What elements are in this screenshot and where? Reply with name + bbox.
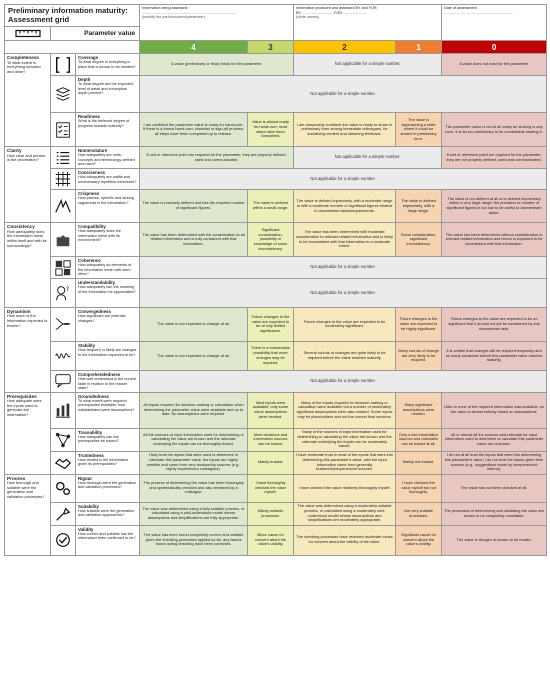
level-2-cell: The checking processes have revealed moderate cause for concern about the validity of the value. [294, 525, 396, 555]
assessment-grid [4, 4, 547, 556]
handshake-icon [54, 454, 72, 472]
subdimension-coverage [76, 54, 140, 76]
subdimension-title: Coherence [78, 258, 101, 264]
level-1-cell: Future changes to the value are expected to be highly significant. [396, 307, 442, 341]
level-4-cell: If unit or reference point are required for the parameter, they are properly defined, used and communicated. [140, 147, 294, 169]
subdimension-title: Depth [78, 77, 91, 83]
subdimension-convergedness [76, 307, 140, 341]
level-4-cell: All the sources of input information used for determining or calculating the value are known and the rationale underlying the inputs can be thoroughly traced. [140, 428, 248, 451]
icon-cell-trustedness [51, 451, 76, 474]
level-3-cell: Significant consideration, possibility or knowledge of some inconsistency. [248, 223, 294, 257]
level-4-cell: The value was determined using a fully suitable process, or calculated using a well-understood model whose assumptions and simplifications are fully appropriate. [140, 502, 248, 525]
subdimension-title: Coverage [78, 55, 99, 61]
level-3-cell: Mainly trusted. [248, 451, 294, 474]
level-2-cell: Many of the sources of input information used for determining or calculating the value are known and the rationale underlying the inputs can be moderately traced. [294, 428, 396, 451]
level-2-cell: The value has been determined with moderate consideration to relevant related information and is likely to be inconsistent with that information to a moderate extent. [294, 223, 396, 257]
subdimension-trustedness [76, 451, 140, 474]
icon-cell-compatibility [51, 223, 76, 257]
level-1-cell: Many significant assumptions were needed. [396, 392, 442, 428]
subdimension-compatibility [76, 223, 140, 257]
date-line[interactable]: ................................................................... [444, 10, 513, 15]
subdimension-title: Rigour [78, 475, 93, 481]
level-1-header: 1 [396, 41, 442, 54]
list-icon [54, 149, 72, 167]
grid-row-readiness [5, 113, 547, 147]
tool-fit-icon [54, 505, 72, 523]
subdimension-title: Stability [78, 342, 96, 348]
level-0-cell: Little or none of the required information was available, so the value is almost entirely based on assumptions. [442, 392, 547, 428]
dimension-desc: To what extent is everything included and done? [7, 59, 41, 74]
column-diagram-icon [54, 401, 72, 419]
grid-row-conciseness [5, 169, 547, 190]
subdimension-conciseness [76, 169, 140, 190]
not-applicable-cell: Not applicable for a simple number. [140, 169, 547, 190]
grid-row-coverage [5, 54, 547, 76]
level-0-cell: The processes of determining and validating the value are known to be completely unsuitable. [442, 502, 547, 525]
subdimension-traceability [76, 428, 140, 451]
level-4-cell: The value is not expected to change at all. [140, 307, 248, 341]
not-applicable-cell: Not applicable for a simple number. [294, 54, 442, 76]
level-0-cell: Future changes to the value are expected to be so significant that it should not yet be considered by any downstream task. [442, 307, 547, 341]
subdimension-title: Traceability [78, 429, 103, 435]
level-2-header: 2 [294, 41, 396, 54]
not-applicable-cell: Not applicable for a simple number. [140, 278, 547, 307]
assessed-hint: (Identify the part/document/parameter) [142, 15, 205, 20]
produced-field[interactable] [294, 5, 442, 41]
ruler-icon-cell [5, 27, 51, 41]
waffle-icon [54, 170, 72, 188]
level-4-cell: I am confident the parameter value is ready for hand-over. If there is a formal hand-over, checklist or sign-off process, all steps have been completed up to release. [140, 113, 248, 147]
subdimension-title: Crispness [78, 191, 100, 197]
level-0-cell: If unit or reference point are required for the parameter, they are not properly defined, used and communicated. [442, 147, 547, 169]
level-0-cell: The value is thought or known to be invalid. [442, 525, 547, 555]
dimension-process [5, 474, 51, 555]
check-circle-icon [54, 531, 72, 549]
subdimension-understandability [76, 278, 140, 307]
subdimension-desc: To what degree is everything in place that is known to be needed? [78, 60, 136, 69]
produced-line[interactable]: BY.................................FOR....................... [296, 10, 366, 15]
level-2-cell: I am reasonably confident the value is ready to share in preliminary form among immediate colleagues, for socializing content and obtaining feedback. [294, 113, 396, 147]
dimension-title: Dynamism [7, 308, 31, 314]
converging-curve-icon [54, 315, 72, 333]
svg-text:?: ? [65, 286, 70, 294]
trace-network-icon [54, 431, 72, 449]
subdimension-title: Understandability [78, 279, 116, 285]
gears-icon [54, 479, 72, 497]
dimension-title: Clarity [7, 148, 22, 154]
level-2-cell: The value was determined using a moderately suitable process, or calculated using a moderately well-understood model whose assumptions and simplifications are moderately appropriate. [294, 502, 396, 525]
subdimension-title: Convergedness [78, 308, 111, 314]
subdimension-desc: How thorough were the generation and validation processes? [78, 480, 137, 490]
level-3-cell: Minor cause for concern about the value's validity. [248, 525, 294, 555]
level-1-cell: Mainly not trusted. [396, 451, 442, 474]
level-0-cell: All or almost all the sources and rationale for input information used to determine or calculate this parameter value are unknown. [442, 428, 547, 451]
level-1-cell: Only a few information sources and rationales can be traced at all. [396, 428, 442, 451]
subdimension-title: Trustedness [78, 452, 104, 458]
level-3-cell: I have thoroughly checked the value myself. [248, 474, 294, 502]
icon-cell-validity [51, 525, 76, 555]
subdimension-desc: To what degree are the expected level of detail and conceptual depth present? [78, 82, 134, 96]
subdimension-desc: What is the believed degree of progress towards maturity? [78, 119, 130, 128]
subdimension-desc: How adequately are units, concepts and terminology defined and used? [78, 153, 135, 167]
level-1-cell: Not very suitable processes. [396, 502, 442, 525]
level-4-cell: I fully trust the inputs that were used to determine or calculate this parameter value, the inputs are highly credible and come from very trustworthy sources (e.g., highly experienced colleagues). [140, 451, 248, 474]
level-1-cell: Many rounds of change are very likely to be required. [396, 341, 442, 370]
subdimension-desc: How adequately can the prerequisites be traced? [78, 434, 119, 444]
subdimension-desc: How precise, specific and lacking vagueness is the information? [78, 196, 134, 205]
sharp-curve-icon [54, 197, 72, 215]
level-3-cell: There is a foreseeable possibility that more changes may be required. [248, 341, 294, 370]
grid-row-stability [5, 341, 547, 370]
subdimension-stability [76, 341, 140, 370]
grid-row-understandability [5, 278, 547, 307]
oscillating-curve-icon [54, 347, 72, 365]
grid-row-depth [5, 76, 547, 113]
parameter-value-label: Parameter value [51, 27, 140, 41]
subdimension-coherence [76, 257, 140, 279]
subdimension-desc: How adequately does the information mesh with its environment? [78, 229, 121, 243]
subdimension-desc: How trusted is the information given its prerequisites? [78, 457, 129, 467]
dimension-consistency [5, 223, 51, 308]
dimension-title: Process [7, 475, 26, 481]
subdimension-crispness [76, 190, 140, 223]
subdimension-desc: How correct and suitable has the information been confirmed to be? [78, 531, 136, 541]
subdimension-title: Comprehendedness [78, 371, 121, 377]
ruler-icon [15, 29, 41, 38]
dimension-dynamism [5, 307, 51, 392]
icon-cell-depth [51, 76, 76, 113]
subdimension-groundedness [76, 392, 140, 428]
subdimension-desc: To what extent were required prerequisites available; how substantiated were assumptions? [78, 398, 135, 412]
dimension-title: Consistency [7, 224, 35, 230]
level-2-cell: I have moderate trust in most of the inputs that went into determining this parameter's value, with the input information came from generally trustworthy/experienced sources. [294, 451, 396, 474]
date-label: Date of assessment: [444, 6, 478, 10]
subdimension-validity [76, 525, 140, 555]
level-0-cell: I do not at all trust the inputs that went into determining this parameter's value; I do not trust the inputs given their sources (e.g., suggestions made by inexperienced interns). [442, 451, 547, 474]
icon-cell-understandability [51, 278, 76, 307]
level-3-cell: The value is defined within a small range. [248, 190, 294, 223]
icon-cell-nomenclature [51, 147, 76, 169]
level-4-cell: The value is precisely defined and has the required number of significant figures. [140, 190, 248, 223]
level-0-header: 0 [442, 41, 547, 54]
icon-cell-suitability [51, 502, 76, 525]
assessed-label: Information being assessed: [142, 6, 189, 10]
level-1-cell: The value is defined imprecisely, with a large range. [396, 190, 442, 223]
grid-row-nomenclature [5, 147, 547, 169]
level-4-cell: All inputs required for decision-making or calculation when determining the parameter value were available and up to date. No assumptions were required. [140, 392, 248, 428]
subdimension-title: Nomenclature [78, 148, 108, 154]
level-0-cell: The parameter value is not at all ready for sharing in any form. It is far too preliminary to be comfortable sharing it. [442, 113, 547, 147]
dimension-desc: How much is the information expected to evolve? [7, 313, 48, 328]
thinking-person-icon [54, 284, 72, 302]
icon-cell-convergedness [51, 307, 76, 341]
grid-row-validity [5, 525, 547, 555]
subdimension-title: Groundedness [78, 393, 109, 399]
icon-cell-crispness [51, 190, 76, 223]
level-3-cell: Most inputs were available; only some minor assumptions were needed. [248, 392, 294, 428]
icon-cell-conciseness [51, 169, 76, 190]
dimension-desc: How thorough and suitable were the generation and validation processes? [7, 480, 45, 499]
produced-hint: (Write names) [296, 15, 320, 20]
level-0-cell: The value has been determined without consideration to relevant related information and hence is expected to be inconsistent with that information. [442, 223, 547, 257]
grid-row-crispness [5, 190, 547, 223]
dimension-title: Prerequisites [7, 393, 37, 399]
level-3-cell: Most decisions and information sources can be traced. [248, 428, 294, 451]
level-4-cell: The value is not expected to change at all. [140, 341, 248, 370]
page-title: Preliminary information maturity: Assessment grid [5, 5, 140, 27]
assessed-field[interactable] [140, 5, 294, 41]
subdimension-readiness [76, 113, 140, 147]
assessed-line[interactable]: ............................................................................................ [142, 10, 237, 15]
depth-layers-icon [54, 85, 72, 103]
subdimension-title: Validity [78, 526, 94, 532]
subdimension-desc: How adequately are waffle and unnecessary repetition minimised? [78, 175, 137, 184]
level-4-cell: A value (preliminary or final) exists for the parameter. [140, 54, 294, 76]
level-2-cell: Future changes to the value are expected to be moderately significant. [294, 307, 396, 341]
icon-cell-rigour [51, 474, 76, 502]
puzzle-grid-icon [54, 259, 72, 277]
not-applicable-cell: Not applicable for a simple number. [294, 147, 442, 169]
level-4-cell: The process of determining the value has been thoroughly and systematically checked and also reviewed by a colleague. [140, 474, 248, 502]
subdimension-title: Conciseness [78, 170, 106, 176]
level-1-cell: The value is approaching a state where it could be shared in preliminary form. [396, 113, 442, 147]
grid-row-comprehendedness [5, 370, 547, 392]
dimension-clarity [5, 147, 51, 223]
level-2-cell: Several rounds of changes are quite likely to be required before the value reaches maturity. [294, 341, 396, 370]
level-1-cell: Some consideration, significant inconsistency. [396, 223, 442, 257]
level-3-cell: Mainly suitable processes. [248, 502, 294, 525]
subdimension-desc: How frequent or likely are changes to the information expected to be? [78, 348, 137, 357]
grid-row-convergedness [5, 307, 547, 341]
icon-cell-comprehendedness [51, 370, 76, 392]
subdimension-depth [76, 76, 140, 113]
subdimension-desc: How adequately do elements of the information mesh with each other? [78, 263, 132, 277]
level-4-cell: The value has been found completely correct and suitable given the checking processes applied so far; any issues found during checking have been corrected. [140, 525, 248, 555]
dimension-completeness [5, 54, 51, 147]
level-1-cell: I have checked the value myself but not thoroughly. [396, 474, 442, 502]
level-3-cell: Value is almost ready for hand-over, most steps have been completed. [248, 113, 294, 147]
subdimension-desc: How adequately can the meaning of the information be appreciated? [78, 285, 136, 294]
bracket-icon [54, 56, 72, 74]
level-2-cell: The value is defined imprecisely, with a moderate range or with a moderate number of significant figures relative to downstream tasks/requirements. [294, 190, 396, 223]
puzzle-piece-icon [54, 231, 72, 249]
dimension-title: Completeness [7, 55, 40, 61]
level-3-cell: Future changes to the value are expected to be of only limited significance. [248, 307, 294, 341]
level-1-cell: Significant cause for concern about the value's validity. [396, 525, 442, 555]
dialog-icon [54, 372, 72, 390]
icon-cell-stability [51, 341, 76, 370]
date-field[interactable] [442, 5, 547, 41]
subdimension-suitability [76, 502, 140, 525]
subdimension-title: Readiness [78, 114, 100, 120]
not-applicable-cell: Not applicable for a simple number. [140, 257, 547, 279]
level-4-header: 4 [140, 41, 248, 54]
subdimension-rigour [76, 474, 140, 502]
dimension-prerequisites [5, 392, 51, 474]
icon-cell-groundedness [51, 392, 76, 428]
icon-cell-readiness [51, 113, 76, 147]
grid-row-compatibility [5, 223, 547, 257]
grid-row-rigour [5, 474, 547, 502]
grid-row-suitability [5, 502, 547, 525]
dimension-desc: How adequately does the information mesh within itself and with its surroundings? [7, 228, 47, 248]
level-2-cell: I have checked the value relatively thoroughly myself. [294, 474, 396, 502]
subdimension-comprehendedness [76, 370, 140, 392]
level-4-cell: The value has been determined with full consideration to all related information and is fully consistent with that information. [140, 223, 248, 257]
grid-row-coherence [5, 257, 547, 279]
level-header-spacer [5, 41, 140, 54]
produced-label: Information produced and assessed BY and FOR: [296, 6, 378, 10]
dimension-desc: How adequate were the inputs used to generate the information? [7, 398, 42, 417]
grid-row-trustedness [5, 451, 547, 474]
icon-cell-coherence [51, 257, 76, 279]
checklist-icon [54, 121, 72, 139]
grid-row-groundedness [5, 392, 547, 428]
subdimension-desc: How significant are potential changes? [78, 314, 126, 323]
subdimension-title: Suitability [78, 503, 99, 509]
subdimension-title: Compatibility [78, 224, 106, 230]
level-3-header: 3 [248, 41, 294, 54]
level-0-cell: It is certain that changes will be required frequently and on many occasions before this parameter value reaches maturity. [442, 341, 547, 370]
icon-cell-coverage [51, 54, 76, 76]
level-0-cell: The value is not defined at all or is defined imprecisely within a very large range; the precision or number of significant figures is too low to be useful to downstream tasks. [442, 190, 547, 223]
grid-row-traceability [5, 428, 547, 451]
level-0-cell: A value does not exist for the parameter. [442, 54, 547, 76]
level-0-cell: The value has not been checked at all. [442, 474, 547, 502]
subdimension-nomenclature [76, 147, 140, 169]
not-applicable-cell: Not applicable for a simple number. [140, 76, 547, 113]
level-2-cell: Many of the inputs required for decision-making or calculation were available but a number of moderately significant assumptions were also needed. Some inputs may be placeholders and not the correct final versions. [294, 392, 396, 428]
subdimension-desc: How well understood is the current state in relation to the mature state? [78, 377, 137, 391]
subdimension-desc: How suitable were the generation and validation approaches? [78, 508, 135, 518]
dimension-desc: How clear and precise is the information? [7, 152, 46, 163]
icon-cell-traceability [51, 428, 76, 451]
not-applicable-cell: Not applicable for a simple number. [140, 370, 547, 392]
